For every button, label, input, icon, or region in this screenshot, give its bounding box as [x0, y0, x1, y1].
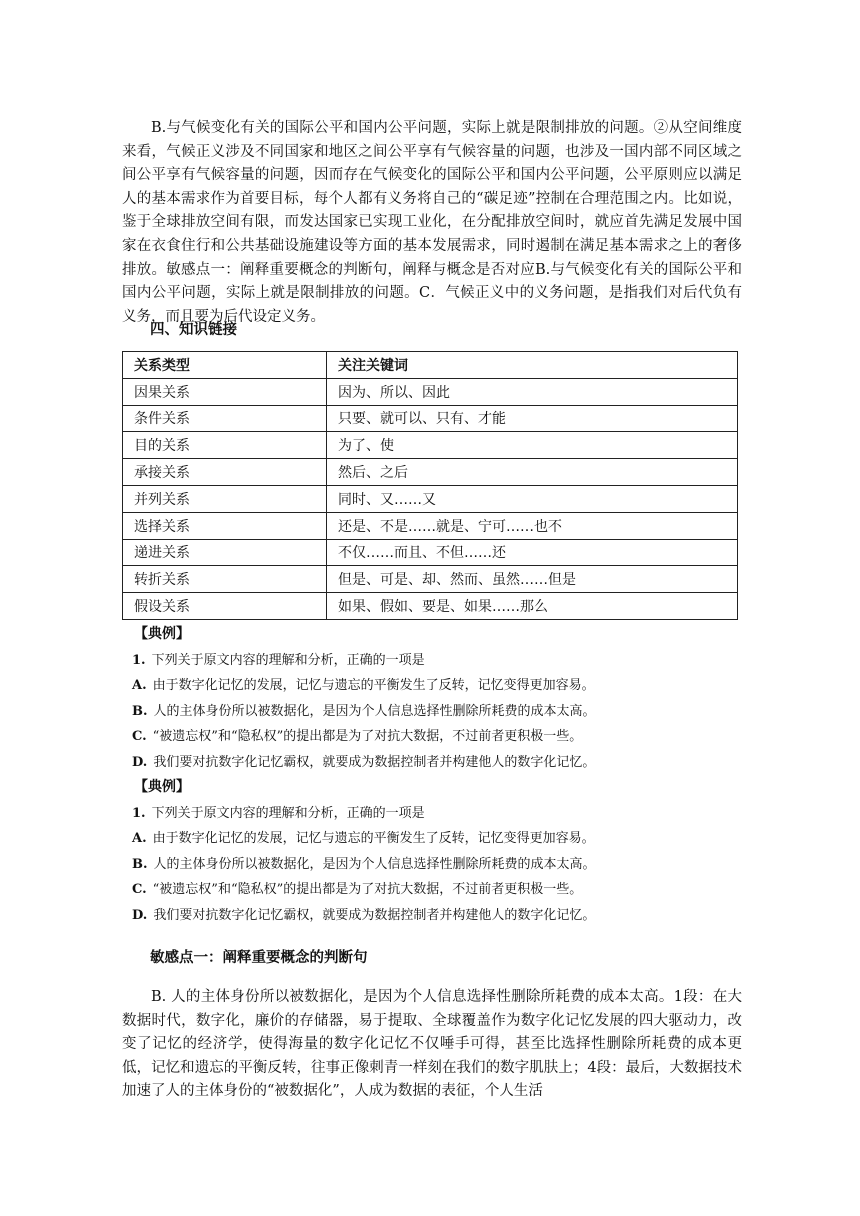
final-paragraph: B. 人的主体身份所以被数据化，是因为个人信息选择性删除所耗费的成本太高。1段：在大数据时代，数字化，廉价的存储器，易于提取、全球覆盖作为数字化记忆发展的四大驱动力，改变了记忆的经济学，使得海量的数字化记忆不仅唾手可得，甚至比选择性删除所耗费的成本更低，记忆和遗忘的平衡反转，往事正像刺青一样刻在我们的数字肌肤上；4段：最后，大数据技术加速了人的主体身份的“被数据化”，人成为数据的表征，个人生活: [122, 989, 742, 1100]
table-row: [123, 378, 738, 405]
keywords-cell: 如果、假如、要是、如果……那么: [327, 593, 738, 620]
option-text: 我们要对抗数字化记忆霸权，就要成为数据控制者并构建他人的数字化记忆。: [153, 907, 596, 923]
option-text: 人的主体身份所以被数据化，是因为个人信息选择性删除所耗费的成本太高。: [153, 856, 596, 872]
section-heading: 四、知识链接: [150, 322, 237, 338]
option-text: “被遗忘权”和“隐私权”的提出都是为了对抗大数据，不过前者更积极一些。: [152, 729, 583, 744]
keywords-cell: 不仅……而且、不但……还: [327, 539, 738, 566]
option-c: [122, 724, 762, 750]
option-key: D.: [132, 907, 148, 923]
option-b: [122, 699, 762, 725]
option-c: [122, 877, 762, 903]
option-d: [122, 750, 762, 776]
option-key: B.: [132, 703, 148, 719]
option-key: A.: [132, 678, 147, 693]
question-text: 下列关于原文内容的理解和分析，正确的一项是: [151, 652, 425, 668]
option-key: D.: [132, 754, 148, 770]
keywords-cell: 然后、之后: [327, 459, 738, 486]
table-header-cell: 关系类型: [123, 352, 327, 379]
option-d: [122, 903, 762, 929]
option-text: 由于数字化记忆的发展，记忆与遗忘的平衡发生了反转，记忆变得更加容易。: [152, 831, 595, 846]
option-key: B.: [132, 856, 148, 872]
option-a: [122, 673, 762, 699]
question-text: 下列关于原文内容的理解和分析，正确的一项是: [151, 805, 425, 821]
table-row: [123, 459, 738, 486]
relation-type-cell: 条件关系: [123, 405, 327, 432]
option-key: C.: [132, 729, 147, 744]
option-key: A.: [132, 831, 147, 846]
keywords-cell: 因为、所以、因此: [327, 378, 738, 405]
table-header-row: [123, 352, 738, 379]
relation-type-cell: 目的关系: [123, 432, 327, 459]
option-key: C.: [132, 882, 147, 897]
example-block: [122, 622, 762, 775]
relation-type-cell: 并列关系: [123, 485, 327, 512]
example-block: [122, 775, 762, 928]
sensitive-point-heading: 敏感点一：阐释重要概念的判断句: [150, 950, 368, 966]
option-text: 由于数字化记忆的发展，记忆与遗忘的平衡发生了反转，记忆变得更加容易。: [152, 678, 595, 693]
relation-type-cell: 转折关系: [123, 566, 327, 593]
option-a: [122, 826, 762, 852]
option-text: “被遗忘权”和“隐私权”的提出都是为了对抗大数据，不过前者更积极一些。: [152, 882, 583, 897]
table-header-cell: 关注关键词: [327, 352, 738, 379]
table-row: [123, 539, 738, 566]
question-number: 1.: [132, 652, 146, 668]
option-b: [122, 852, 762, 878]
example-question: [122, 648, 762, 674]
example-title: 【典例】: [134, 626, 190, 642]
table-row: [123, 512, 738, 539]
question-number: 1.: [132, 805, 146, 821]
table-row: [123, 432, 738, 459]
example-question: [122, 801, 762, 827]
table-row: [123, 405, 738, 432]
relation-type-cell: 选择关系: [123, 512, 327, 539]
intro-paragraph: B.与气候变化有关的国际公平和国内公平问题，实际上就是限制排放的问题。②从空间维度来看，气候正义涉及不同国家和地区之间公平享有气候容量的问题，也涉及一国内部不同区域之间公平享有气候容量的问题，因而存在气候变化的国际公平和国内公平问题，公平原则应以满足人的基本需求作为首要目标，每个人都有义务将自己的“碳足迹”控制在合理范围之内。比如说，鉴于全球排放空间有限，而发达国家已实现工业化，在分配排放空间时，就应首先满足发展中国家在衣食住行和公共基础设施建设等方面的基本发展需求，同时遏制在满足基本需求之上的奢侈排放。敏感点一：阐释重要概念的判断句，阐释与概念是否对应B.与气候变化有关的国际公平和国内公平问题，实际上就是限制排放的问题。C．气候正义中的义务问题，是指我们对后代负有义务，而且要为后代设定义务。: [122, 120, 742, 325]
relation-type-cell: 递进关系: [123, 539, 327, 566]
keywords-cell: 还是、不是……就是、宁可……也不: [327, 512, 738, 539]
keywords-cell: 但是、可是、却、然而、虽然……但是: [327, 566, 738, 593]
keywords-cell: 同时、又……又: [327, 485, 738, 512]
example-title: 【典例】: [134, 779, 190, 795]
knowledge-link-table: [122, 351, 738, 620]
option-text: 人的主体身份所以被数据化，是因为个人信息选择性删除所耗费的成本太高。: [153, 703, 596, 719]
relation-type-cell: 假设关系: [123, 593, 327, 620]
table-row: [123, 485, 738, 512]
keywords-cell: 为了、使: [327, 432, 738, 459]
keywords-cell: 只要、就可以、只有、才能: [327, 405, 738, 432]
relation-type-cell: 因果关系: [123, 378, 327, 405]
table-row: [123, 566, 738, 593]
relation-type-cell: 承接关系: [123, 459, 327, 486]
table-row: [123, 593, 738, 620]
option-text: 我们要对抗数字化记忆霸权，就要成为数据控制者并构建他人的数字化记忆。: [153, 754, 596, 770]
